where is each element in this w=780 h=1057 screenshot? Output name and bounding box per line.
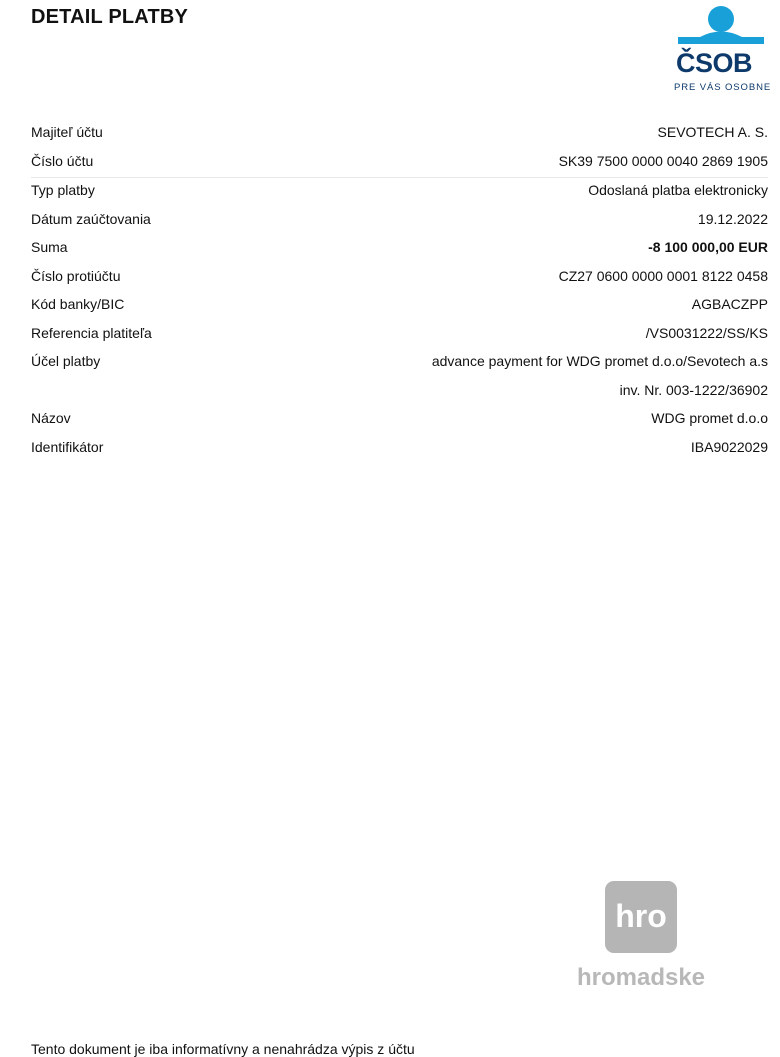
footer-note: Tento dokument je iba informatívny a nenahrádza výpis z účtu xyxy=(31,1041,415,1057)
logo-tagline: PRE VÁS OSOBNE xyxy=(674,82,772,93)
detail-label: Dátum zaúčtovania xyxy=(31,210,151,227)
detail-row-posting-date xyxy=(31,207,768,236)
watermark-logo-icon: hro xyxy=(605,881,677,953)
purpose-line-1: advance payment for WDG promet d.o.o/Sevotech a.s xyxy=(431,353,768,369)
logo-wordmark: ČSOB xyxy=(676,48,753,78)
detail-label: Názov xyxy=(31,410,71,426)
detail-label: Číslo účtu xyxy=(31,152,94,169)
detail-label: Majiteľ účtu xyxy=(31,124,103,140)
detail-row-payment-purpose xyxy=(31,349,768,406)
detail-value: IBA9022029 xyxy=(690,438,768,455)
detail-row-counter-account xyxy=(31,264,768,293)
detail-row-payment-type xyxy=(31,178,768,207)
detail-value: CZ27 0600 0000 0001 8122 0458 xyxy=(558,267,768,284)
detail-label: Identifikátor xyxy=(31,438,104,455)
detail-label: Kód banky/BIC xyxy=(31,296,125,312)
watermark-text: hromadske xyxy=(576,964,706,991)
logo-figure-icon xyxy=(670,4,770,50)
detail-label: Referencia platiteľa xyxy=(31,324,152,341)
detail-row-name xyxy=(31,406,768,435)
bank-logo xyxy=(670,4,770,96)
detail-value: 19.12.2022 xyxy=(697,210,768,227)
payment-details xyxy=(31,120,768,463)
detail-row-identifier xyxy=(31,435,768,464)
page-title: DETAIL PLATBY xyxy=(31,6,189,28)
detail-value: AGBACZPP xyxy=(691,296,768,312)
detail-label: Účel platby xyxy=(31,353,101,369)
detail-value xyxy=(432,347,768,404)
purpose-line-2: inv. Nr. 003-1222/36902 xyxy=(619,381,768,398)
hromadske-watermark xyxy=(568,881,718,991)
detail-label: Suma xyxy=(31,239,68,255)
detail-label: Typ platby xyxy=(31,182,95,198)
detail-value: /VS0031222/SS/KS xyxy=(645,324,768,341)
detail-value: Odoslaná platba elektronicky xyxy=(588,182,768,198)
detail-row-account-number xyxy=(31,149,768,179)
detail-label: Číslo protiúčtu xyxy=(31,267,121,284)
detail-value: SK39 7500 0000 0040 2869 1905 xyxy=(558,152,768,169)
detail-row-account-owner xyxy=(31,120,768,149)
detail-row-bank-code xyxy=(31,292,768,321)
amount-value: -8 100 000,00 EUR xyxy=(648,239,768,255)
detail-row-amount xyxy=(31,235,768,264)
detail-value: WDG promet d.o.o xyxy=(651,410,768,426)
detail-row-payer-reference xyxy=(31,321,768,350)
detail-value: SEVOTECH A. S. xyxy=(657,124,768,140)
